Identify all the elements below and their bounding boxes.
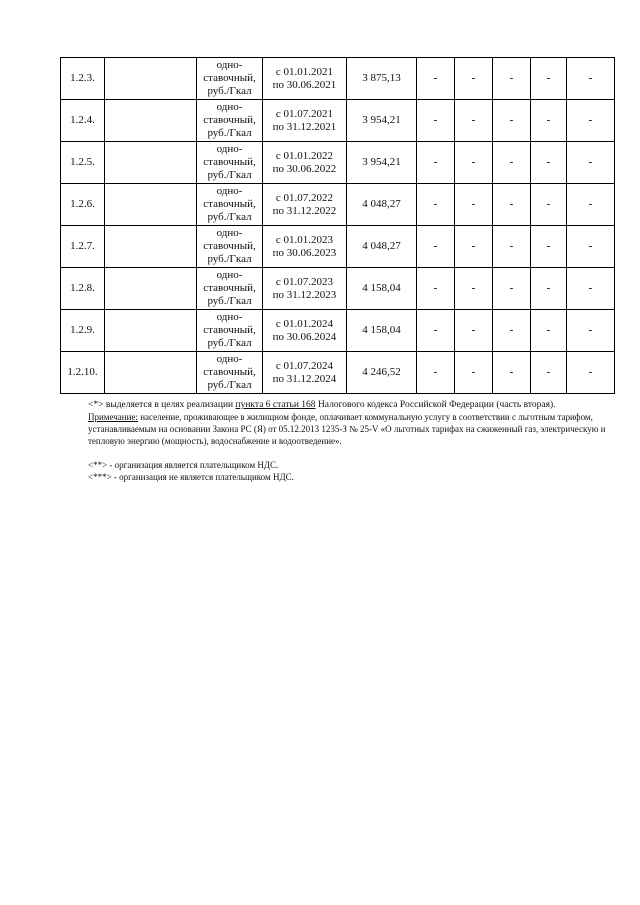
dash-cell: -: [531, 268, 567, 310]
table-row: [61, 352, 615, 394]
rate-type-line: ставочный,: [203, 198, 256, 210]
rate-type-line: ставочный,: [203, 366, 256, 378]
rate-type-line: руб./Гкал: [207, 295, 252, 307]
dash-cell: -: [417, 352, 455, 394]
footnotes: [88, 399, 618, 483]
dash-cell: -: [567, 268, 615, 310]
period-line: по 31.12.2022: [272, 204, 337, 217]
period-cell: [263, 310, 347, 352]
period-line: по 31.12.2021: [272, 120, 337, 133]
footnote-vat-payer: <**> - организация является плательщиком НДС.: [88, 460, 279, 470]
dash-cell: -: [567, 310, 615, 352]
dash-cell: -: [567, 58, 615, 100]
table-row: [61, 142, 615, 184]
dash-cell: -: [455, 184, 493, 226]
period-cell: [263, 58, 347, 100]
table-row: [61, 226, 615, 268]
period-cell: [263, 100, 347, 142]
dash-cell: -: [493, 268, 531, 310]
period-line: с 01.07.2022: [275, 191, 334, 204]
row-number: 1.2.3.: [61, 58, 105, 100]
rate-type-line: руб./Гкал: [207, 211, 252, 223]
dash-cell: -: [531, 310, 567, 352]
dash-cell: -: [455, 100, 493, 142]
tariff-value: 3 875,13: [347, 58, 417, 100]
period-line: по 31.12.2023: [272, 288, 337, 301]
dash-cell: -: [493, 184, 531, 226]
rate-type-cell: [197, 58, 263, 100]
rate-type-line: руб./Гкал: [207, 379, 252, 391]
dash-cell: -: [455, 226, 493, 268]
empty-cell: [105, 268, 197, 310]
dash-cell: -: [531, 184, 567, 226]
rate-type-cell: [197, 184, 263, 226]
dash-cell: -: [455, 142, 493, 184]
rate-type-cell: [197, 100, 263, 142]
tariff-value: 4 048,27: [347, 184, 417, 226]
tariff-value: 4 158,04: [347, 268, 417, 310]
rate-type-cell: [197, 268, 263, 310]
dash-cell: -: [417, 100, 455, 142]
empty-cell: [105, 142, 197, 184]
table-row: [61, 100, 615, 142]
period-line: по 30.06.2021: [272, 78, 337, 91]
period-line: по 31.12.2024: [272, 372, 337, 385]
period-line: с 01.01.2024: [275, 317, 334, 330]
period-line: с 01.07.2023: [275, 275, 334, 288]
tariff-value: 4 048,27: [347, 226, 417, 268]
empty-cell: [105, 184, 197, 226]
rate-type-cell: [197, 310, 263, 352]
period-line: по 30.06.2023: [272, 246, 337, 259]
rate-type-line: ставочный,: [203, 240, 256, 252]
dash-cell: -: [493, 310, 531, 352]
remark-label: Примечание:: [88, 412, 138, 422]
period-cell: [263, 226, 347, 268]
rate-type-line: ставочный,: [203, 72, 256, 84]
row-number: 1.2.9.: [61, 310, 105, 352]
dash-cell: -: [567, 142, 615, 184]
dash-cell: -: [493, 352, 531, 394]
rate-type-cell: [197, 226, 263, 268]
remark: [88, 411, 618, 447]
rate-type-line: одно-: [216, 269, 243, 281]
dash-cell: -: [455, 58, 493, 100]
rate-type-line: ставочный,: [203, 282, 256, 294]
period-line: с 01.01.2023: [275, 233, 334, 246]
rate-type-line: одно-: [216, 185, 243, 197]
rate-type-line: одно-: [216, 59, 243, 71]
table-row: [61, 310, 615, 352]
period-cell: [263, 142, 347, 184]
row-number: 1.2.8.: [61, 268, 105, 310]
tariff-value: 4 158,04: [347, 310, 417, 352]
dash-cell: -: [531, 100, 567, 142]
dash-cell: -: [567, 226, 615, 268]
empty-cell: [105, 352, 197, 394]
period-line: с 01.07.2024: [275, 359, 334, 372]
period-line: по 30.06.2022: [272, 162, 337, 175]
tariff-table: [60, 57, 615, 394]
rate-type-cell: [197, 142, 263, 184]
dash-cell: -: [417, 310, 455, 352]
period-cell: [263, 184, 347, 226]
period-line: с 01.07.2021: [275, 107, 334, 120]
footnote-vat-allocated: <*> выделяется в целях реализации пункта 6 статьи 168 Налогового кодекса Российской Федерации (часть вторая).: [88, 400, 556, 410]
empty-cell: [105, 310, 197, 352]
row-number: 1.2.7.: [61, 226, 105, 268]
empty-cell: [105, 58, 197, 100]
dash-cell: -: [493, 226, 531, 268]
period-line: с 01.01.2022: [275, 149, 334, 162]
row-number: 1.2.4.: [61, 100, 105, 142]
period-cell: [263, 268, 347, 310]
rate-type-line: одно-: [216, 101, 243, 113]
period-cell: [263, 352, 347, 394]
rate-type-line: руб./Гкал: [207, 169, 252, 181]
dash-cell: -: [531, 226, 567, 268]
rate-type-line: руб./Гкал: [207, 127, 252, 139]
tariff-value: 4 246,52: [347, 352, 417, 394]
footnote-non-vat-payer: <***> - организация не является плательщиком НДС.: [88, 472, 294, 482]
rate-type-line: одно-: [216, 353, 243, 365]
dash-cell: -: [417, 184, 455, 226]
dash-cell: -: [531, 142, 567, 184]
tax-code-link[interactable]: пункта 6 статьи 168: [235, 400, 316, 410]
empty-cell: [105, 100, 197, 142]
row-number: 1.2.5.: [61, 142, 105, 184]
table-row: [61, 268, 615, 310]
tariff-value: 3 954,21: [347, 142, 417, 184]
dash-cell: -: [493, 100, 531, 142]
rate-type-line: ставочный,: [203, 156, 256, 168]
table-row: [61, 184, 615, 226]
rate-type-line: ставочный,: [203, 324, 256, 336]
dash-cell: -: [531, 352, 567, 394]
rate-type-cell: [197, 352, 263, 394]
rate-type-line: одно-: [216, 227, 243, 239]
dash-cell: -: [567, 352, 615, 394]
dash-cell: -: [567, 184, 615, 226]
rate-type-line: руб./Гкал: [207, 85, 252, 97]
dash-cell: -: [567, 100, 615, 142]
tariff-value: 3 954,21: [347, 100, 417, 142]
rate-type-line: ставочный,: [203, 114, 256, 126]
rate-type-line: одно-: [216, 143, 243, 155]
remark-text: население, проживающее в жилищном фонде, оплачивает коммунальную услугу в соответствии с льготным тарифом, устанавливаемым на основании Закона РС (Я) от 05.12.2013 1235-З № 25-V «О льготных тарифах на сжиженный газ, электрическую и тепловую энергию (мощность), водоснабжение и водоотведение».: [88, 412, 606, 446]
period-line: с 01.01.2021: [275, 65, 334, 78]
empty-cell: [105, 226, 197, 268]
dash-cell: -: [417, 268, 455, 310]
row-number: 1.2.10.: [61, 352, 105, 394]
rate-type-line: руб./Гкал: [207, 253, 252, 265]
period-line: по 30.06.2024: [272, 330, 337, 343]
dash-cell: -: [493, 142, 531, 184]
dash-cell: -: [531, 58, 567, 100]
rate-type-line: руб./Гкал: [207, 337, 252, 349]
rate-type-line: одно-: [216, 311, 243, 323]
row-number: 1.2.6.: [61, 184, 105, 226]
dash-cell: -: [455, 310, 493, 352]
dash-cell: -: [417, 226, 455, 268]
dash-cell: -: [455, 268, 493, 310]
dash-cell: -: [417, 58, 455, 100]
table-row: [61, 58, 615, 100]
dash-cell: -: [417, 142, 455, 184]
dash-cell: -: [493, 58, 531, 100]
dash-cell: -: [455, 352, 493, 394]
